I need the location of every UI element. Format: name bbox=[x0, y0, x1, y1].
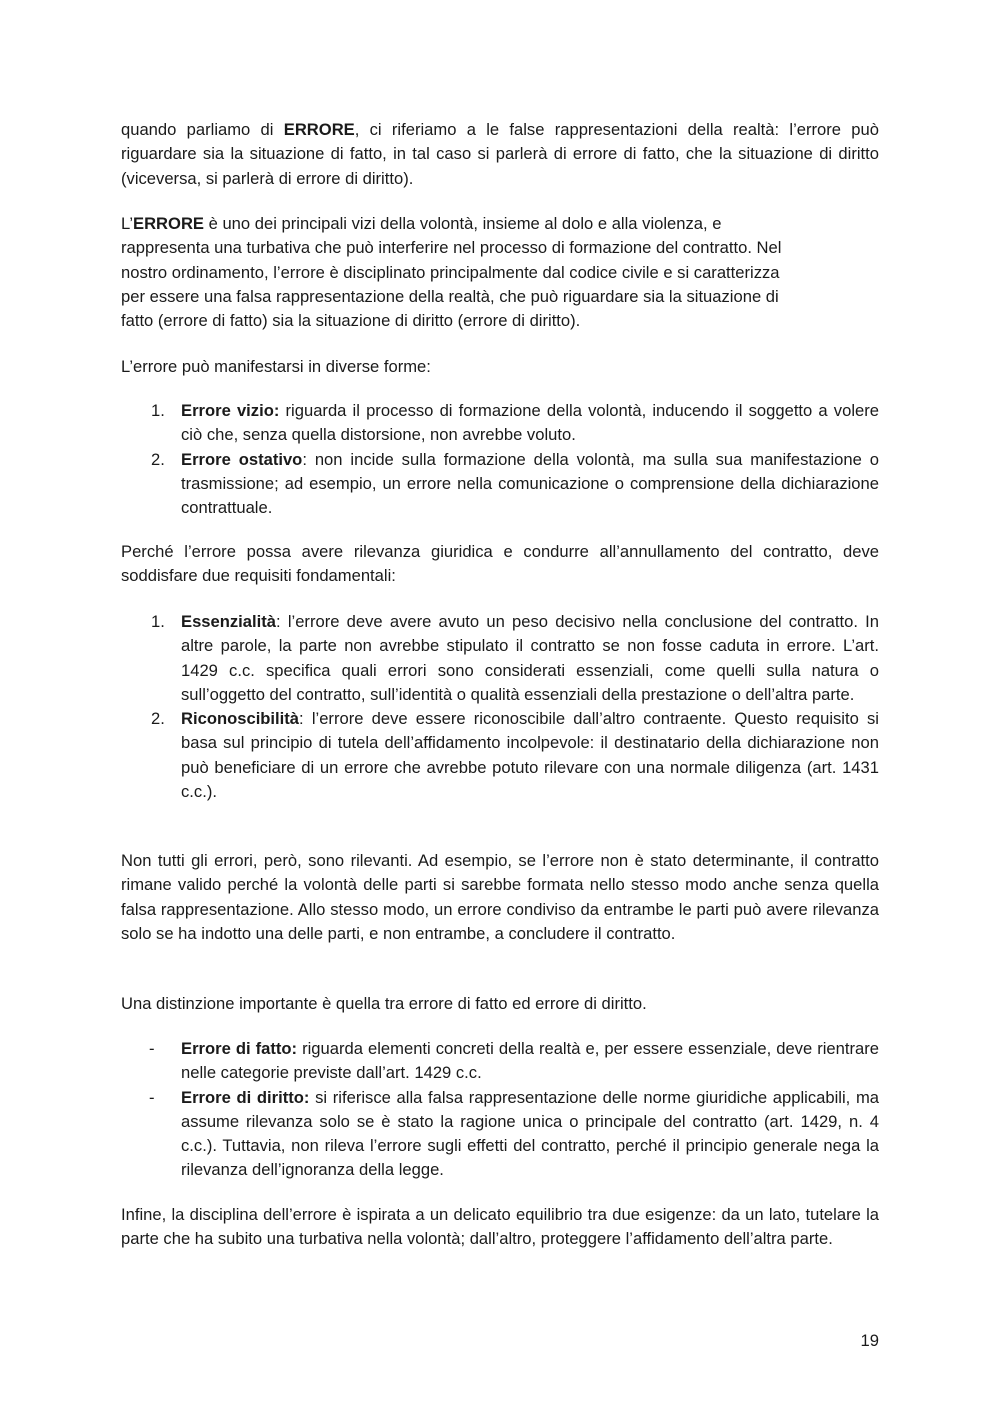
list-bullet: - bbox=[149, 1039, 155, 1058]
text-line: nostro ordinamento, l’errore è disciplinato principalmente dal codice civile e si caratterizza bbox=[121, 262, 780, 282]
paragraph-errore-definizione bbox=[121, 118, 879, 191]
text-span: , ci riferiamo a le false rappresentazioni della realtà: l’errore può riguardare sia la situazione di fatto, in tal caso si parlerà di errore di fatto, che la situazione di diritto (viceversa, si parlerà di errore di diritto). bbox=[121, 120, 879, 188]
paragraph-conclusione: Infine, la disciplina dell’errore è ispirata a un delicato equilibrio tra due esigenze: da un lato, tutelare la parte che ha subito una turbativa nella volontà; dall’altro, proteggere l’affidamento dell’altra parte. bbox=[121, 1205, 879, 1249]
bold-term: Riconoscibilità bbox=[181, 709, 300, 729]
bold-term: ERRORE bbox=[283, 120, 355, 139]
text-span: L’ bbox=[121, 214, 133, 233]
list-number: 2. bbox=[151, 449, 165, 469]
bold-term: Errore vizio: bbox=[181, 401, 280, 420]
text-line: per essere una falsa rappresentazione della realtà, che può riguardare sia la situazione di bbox=[121, 286, 779, 306]
text-span: : l’errore deve avere avuto un peso decisivo nella conclusione del contratto. In altre parole, la parte non avrebbe stipulato il contratto se non fosse caduta in errore. L’art. 1429 c.c. specifica quali errori sono considerati essenziali, come quelli sulla natura o sull’oggetto del contratto, sull’identità o qualità essenziali della prestazione o dell’altra parte. bbox=[181, 612, 879, 704]
text-span: riguarda elementi concreti della realtà e, per essere essenziale, deve rientrare nelle categorie previste dall’art. 1429 c.c. bbox=[181, 1039, 880, 1083]
page-number: 19 bbox=[860, 1331, 879, 1350]
text-span: riguarda il processo di formazione della volontà, inducendo il soggetto a volere ciò che, senza quella distorsione, non avrebbe voluto. bbox=[181, 401, 879, 445]
list-item bbox=[121, 707, 879, 804]
bold-term: Essenzialità bbox=[181, 612, 277, 631]
list-item bbox=[121, 448, 879, 521]
text-span: quando parliamo di bbox=[121, 120, 284, 139]
list-item bbox=[121, 1086, 879, 1183]
bold-term: Errore di diritto: bbox=[181, 1087, 310, 1107]
list-bullet: - bbox=[149, 1087, 155, 1107]
bullet-list-distinzione bbox=[121, 1037, 879, 1183]
list-number: 2. bbox=[151, 709, 165, 729]
bold-term: Errore ostativo bbox=[181, 449, 303, 469]
paragraph-distinzione: Una distinzione importante è quella tra errore di fatto ed errore di diritto. bbox=[121, 994, 647, 1013]
numbered-list-forme bbox=[121, 399, 879, 520]
numbered-list-requisiti bbox=[121, 610, 879, 804]
text-span: si riferisce alla falsa rappresentazione delle norme giuridiche applicabili, ma assume rilevanza solo se è stato la ragione unica o principale del contratto (art. 1429, n. 4 c.c.). Tuttavia, non rileva l’errore sugli effetti del contratto, perché il principio generale nega la rilevanza dell’ignoranza della legge. bbox=[181, 1087, 879, 1180]
text-span: : l’errore deve essere riconoscibile dall’altro contraente. Questo requisito si basa sul principio di tutela dell’affidamento incolpevole: il destinatario della dichiarazione non può beneficiare di un errore che avrebbe potuto rilevare con una normale diligenza (art. 1431 c.c.). bbox=[181, 709, 879, 802]
text-span: : non incide sulla formazione della volontà, ma sulla sua manifestazione o trasmissione; ad esempio, un errore nella comunicazione o comprensione della dichiarazione contrattuale. bbox=[181, 449, 879, 518]
bold-term: ERRORE bbox=[133, 214, 204, 233]
list-number: 1. bbox=[151, 612, 165, 631]
list-item bbox=[121, 399, 879, 448]
text-line: fatto (errore di fatto) sia la situazione di diritto (errore di diritto). bbox=[121, 311, 581, 331]
paragraph-requisiti: Perché l’errore possa avere rilevanza giuridica e condurre all’annullamento del contratto, deve soddisfare due requisiti fondamentali: bbox=[121, 542, 879, 586]
list-number: 1. bbox=[151, 401, 165, 420]
text-span: è uno dei principali vizi della volontà, insieme al dolo e alla violenza, e bbox=[204, 214, 722, 233]
text-line: rappresenta una turbativa che può interferire nel processo di formazione del contratto. Nel bbox=[121, 238, 782, 258]
paragraph-forme: L’errore può manifestarsi in diverse forme: bbox=[121, 357, 431, 376]
bold-term: Errore di fatto: bbox=[181, 1039, 298, 1058]
paragraph-errori-rilevanti: Non tutti gli errori, però, sono rilevanti. Ad esempio, se l’errore non è stato determinante, il contratto rimane valido perché la volontà delle parti si sarebbe formata nello stesso modo anche senza quella falsa rappresentazione. Allo stesso modo, un errore condiviso da entrambe le parti può avere rilevanza solo se ha indotto una delle parti, e non entrambe, a concludere il contratto. bbox=[121, 851, 879, 943]
text-line bbox=[121, 212, 879, 236]
list-item bbox=[121, 610, 879, 707]
paragraph-errore-vizio-volonta bbox=[121, 212, 879, 333]
list-item bbox=[121, 1037, 879, 1086]
